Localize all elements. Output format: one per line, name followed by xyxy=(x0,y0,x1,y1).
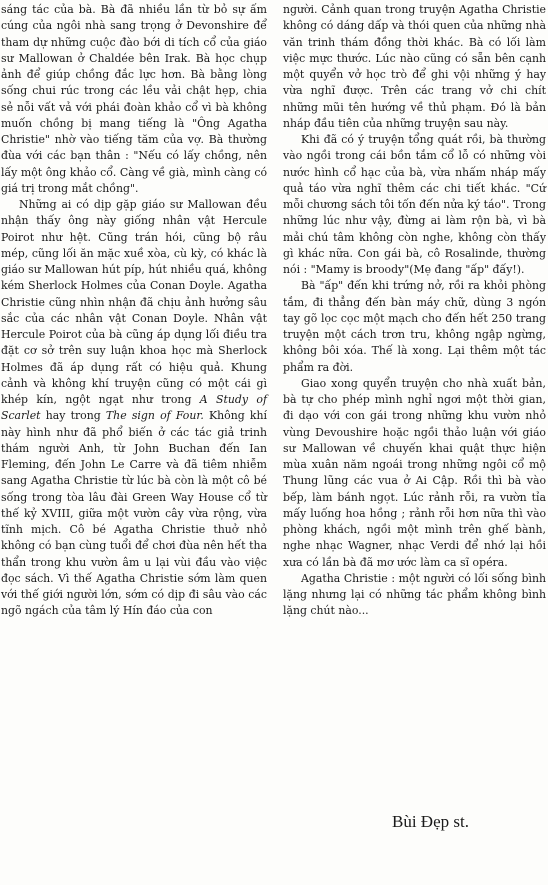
signature: Bùi Đẹp st. xyxy=(392,812,469,831)
left-column xyxy=(1,2,267,620)
paragraph-text: Khi đã có ý truyện tổng quát rồi, bà thường vào ngồi trong cái bồn tắm cổ lỗ có những vòi nước hình cổ hạc của bà, vừa nhấm nháp mấy quả táo vừa nghĩ thêm các chi tiết khác. "Cứ mỗi chương sách tôi tốn đến nửa ký táo". Trong những lúc như vậy, đừng ai làm rộn bà, vì bà mải chú tâm không còn nghe, không còn thấy gì khác nữa. Con gái bà, cô Rosalinde, thường nói : "Mamy is broody"(Mẹ đang "ấp" đấy!). xyxy=(283,133,546,276)
paragraph-text: Bà "ấp" đến khi trứng nở, rồi ra khỏi phòng tắm, đi thẳng đến bàn máy chữ, dùng 3 ngón tay gõ lọc cọc một mạch cho đến hết 250 trang truyện một cách trơn tru, không ngập ngừng, không bôi xóa. Thế là xong. Lại thêm một tác phẩm ra đời. xyxy=(283,279,546,374)
right-column xyxy=(283,2,546,620)
paragraph-text: Agatha Christie : một người có lối sống bình lặng nhưng lại có những tác phẩm không bình lặng chút nào... xyxy=(283,571,546,618)
book-title-italic: A Study of Scarlet xyxy=(1,393,267,423)
paragraph-text: người. Cảnh quan trong truyện Agatha Christie không có dáng dấp và thói quen của những nhà văn trinh thám đồng thời khác. Bà có lối làm việc mực thước. Lúc nào cũng có sẵn bên cạnh một quyển vở học trò để ghi vội những ý hay vừa nghĩ được. Trên các trang vở chi chít những mũi tên hướng về thủ phạm. Đó là bản nháp đầu tiên của những truyện sau này. xyxy=(283,3,546,130)
paragraph-text: hay trong xyxy=(40,409,106,423)
paragraph-text: sáng tác của bà. Bà đã nhiều lần từ bỏ sự ấm cúng của ngôi nhà sang trọng ở Devonshire để tham dự những cuộc đào bới di tích cổ của giáo sư Mallowan ở Chaldée bên Irak. Bà học chụp ảnh để giúp chồng đắc lực hơn. Bà bằng lòng sống chui rúc trong các lều vải chật hẹp, chia sẻ nỗi vất vả với phái đoàn khảo cổ vì bà không muốn chồng bị mang tiếng là "Ông Agatha Christie" nhờ vào tiếng tăm của vợ. Bà thường đùa với các bạn thân : "Nếu có lấy chồng, nên lấy một ông khảo cổ. Càng về già, mình càng có giá trị trong mắt chồng". xyxy=(1,3,267,195)
paragraph xyxy=(1,2,267,197)
paragraph xyxy=(283,2,546,132)
paragraph xyxy=(283,132,546,278)
paragraph xyxy=(283,571,546,620)
book-title-italic: The sign of Four. xyxy=(105,409,204,423)
paragraph xyxy=(1,197,267,620)
paragraph xyxy=(283,278,546,376)
paragraph-text: Những ai có dịp gặp giáo sư Mallowan đều nhận thấy ông này giống nhân vật Hercule Poirot như hệt. Cũng trán hói, cũng bộ râu mép, cũng lối ăn mặc xuề xòa, cù kỳ, có khác là giáo sư Mallowan hút píp, hút nhiều quá, không kém Sherlock Holmes của Conan Doyle. Agatha Christie cũng nhìn nhận đã chịu ảnh hưởng sâu sắc của các nhân vật Conan Doyle. Nhân vật Hercule Poirot của bà cũng áp dụng lối điều tra đặt cơ sở trên suy luận khoa học mà Sherlock Holmes đã áp dụng rất có hiệu quả. Khung cảnh và không khí truyện cũng có một cái gì khép kín, ngột ngạt như trong xyxy=(1,198,267,406)
paragraph-text: Giao xong quyển truyện cho nhà xuất bản, bà tự cho phép mình nghỉ ngơi một thời gian, đi dạo với con gái trong những khu vườn nhỏ vùng Devoushire hoặc ngồi thảo luận với giáo sư Mallowan về chuyến khai quật thực hiện mùa xuân năm ngoái trong những ngôi cổ mộ Thung lũng các vua ở Ai Cập. Rồi thì bà vào bếp, làm bánh ngọt. Lúc rảnh rỗi, ra vườn tỉa mấy luống hoa hồng ; rảnh rỗi hơn nữa thì vào phòng khách, ngồi một mình trên ghế bành, nghe nhạc Wagner, nhạc Verdi để nhớ lại hồi xưa có lần bà đã mơ ước làm ca sĩ opéra. xyxy=(283,376,546,569)
paragraph xyxy=(283,376,546,571)
paragraph-text: Không khí này hình như đã phổ biến ở các tác giả trinh thám người Anh, từ John Buchan đến Ian Fleming, đến John Le Carre và đã tiêm nhiễm sang Agatha Christie từ lúc bà còn là một cô bé sống trong tòa lâu đài Green Way House cổ từ thế kỷ XVIII, giữa một vườn cây vừa rộng, vừa tĩnh mịch. Cô bé Agatha Christie thuở nhỏ không có bạn cùng tuổi để chơi đùa nên hết tha thẩn trong khu vườn âm u lại vùi đầu vào việc đọc sách. Vì thế Agatha Christie sớm làm quen với thế giới người lớn, sớm có dịp đi sâu vào các ngõ ngách của tâm lý Hín đáo của con xyxy=(1,409,267,618)
